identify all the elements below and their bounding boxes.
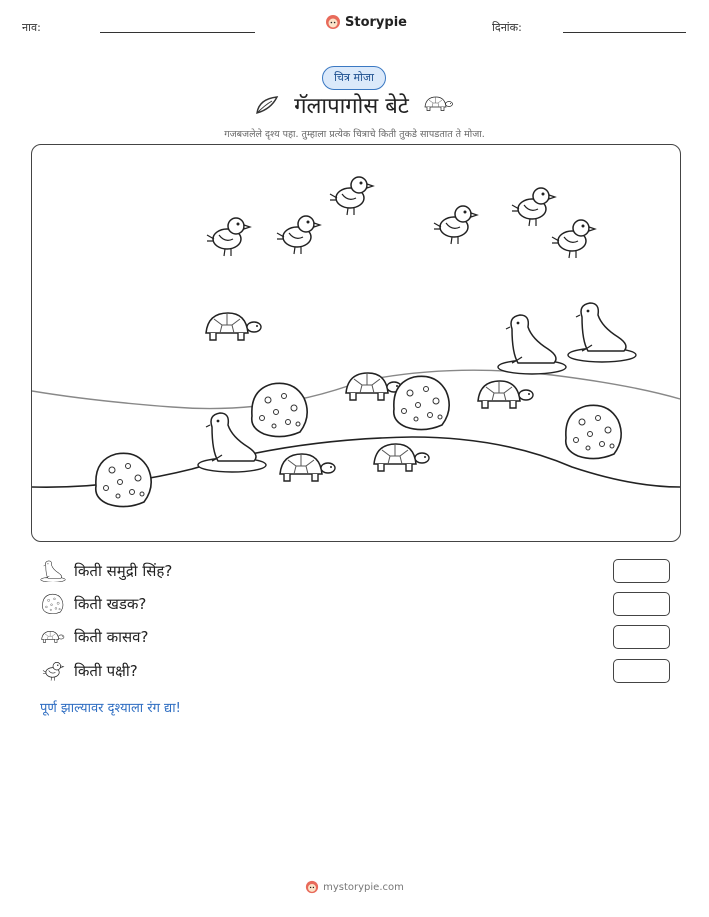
sea-lion-2: [568, 303, 636, 362]
activity-badge: चित्र मोजा: [322, 66, 386, 90]
bird-2: [277, 216, 320, 254]
title-tortoise-icon: [423, 93, 455, 117]
question-birds: [40, 660, 138, 682]
date-label: दिनांक:: [492, 21, 522, 34]
question-text: किती कासव?: [74, 628, 149, 646]
scene-illustration: [32, 145, 680, 541]
question-rocks: [40, 593, 146, 615]
tortoise-5: [374, 444, 429, 471]
sea-lion-1: [498, 315, 566, 374]
tortoise-4: [280, 454, 335, 481]
rock-1: [252, 383, 307, 436]
bird-6: [552, 220, 595, 258]
brand-name: Storypie: [345, 14, 407, 30]
answer-box-tortoises[interactable]: [613, 625, 670, 649]
footer-url[interactable]: mystorypie.com: [323, 881, 404, 893]
sea-lion-icon: [40, 560, 66, 582]
name-label: नाव:: [22, 21, 41, 34]
answer-box-rocks[interactable]: [613, 592, 670, 616]
bird-4: [434, 206, 477, 244]
scene-panel: [31, 144, 681, 542]
bird-5: [512, 188, 555, 226]
question-text: किती खडक?: [74, 595, 147, 613]
storypie-logo-icon: [325, 14, 341, 30]
leaf-icon: [254, 94, 280, 116]
bird-1: [207, 218, 250, 256]
footer-logo-icon: [305, 880, 319, 894]
tortoise-3: [478, 381, 533, 408]
question-text: किती समुद्री सिंह?: [74, 562, 173, 580]
brand: [325, 14, 407, 30]
footer: [0, 880, 709, 897]
tortoise-icon: [40, 626, 66, 648]
instructions: गजबजलेले दृश्य पहा. तुम्हाला प्रत्येक चित्राचे किती तुकडे सापडतात ते मोजा.: [224, 129, 485, 140]
rock-3: [566, 405, 621, 458]
answer-box-sea-lions[interactable]: [613, 559, 670, 583]
name-line[interactable]: [100, 32, 255, 33]
date-line[interactable]: [563, 32, 686, 33]
page-title-row: [0, 90, 709, 122]
bird-icon: [40, 660, 66, 682]
bird-3: [330, 177, 373, 215]
tortoise-1: [206, 313, 261, 340]
page-title: गॅलापागोस बेटे: [294, 94, 409, 119]
question-tortoises: [40, 626, 148, 648]
rock-icon: [40, 593, 66, 615]
coloring-note: पूर्ण झाल्यावर दृश्याला रंग द्या!: [40, 701, 181, 716]
question-sea-lions: [40, 560, 172, 582]
question-text: किती पक्षी?: [74, 662, 138, 680]
answer-box-birds[interactable]: [613, 659, 670, 683]
tortoise-2: [346, 373, 401, 400]
rock-2: [394, 376, 449, 429]
rock-4: [96, 453, 151, 506]
